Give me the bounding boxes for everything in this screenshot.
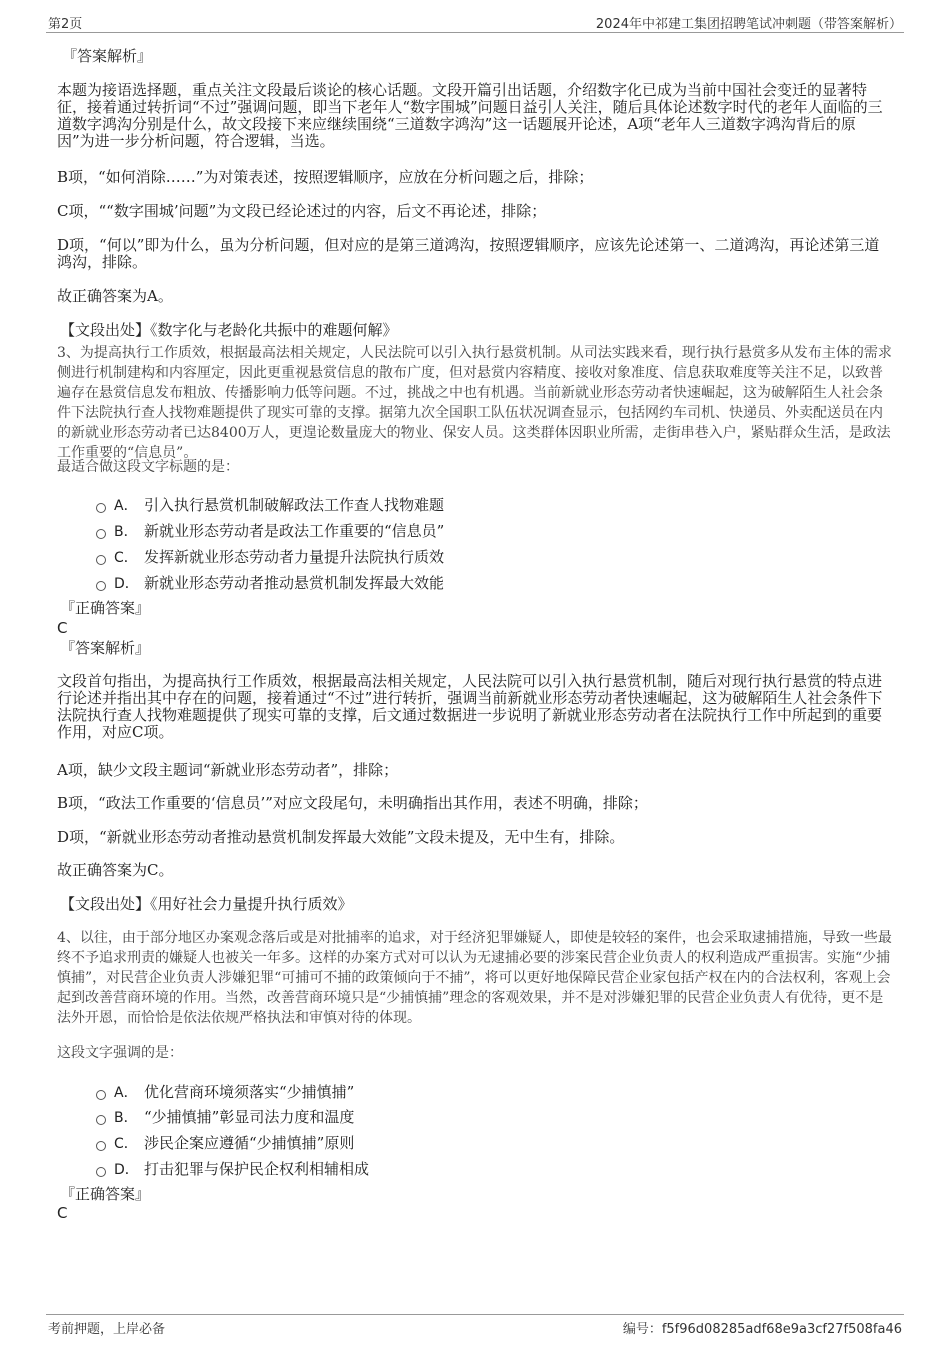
- document-code: 编号：f5f96d08285adf68e9a3cf27f508fa46: [622, 1322, 902, 1337]
- document-title: 2024年中祁建工集团招聘笔试冲刺题（带答案解析）: [595, 17, 902, 32]
- q3-option-a[interactable]: A． 引入执行悬赏机制破解政法工作查人找物难题: [96, 494, 444, 514]
- radio-button[interactable]: [96, 1167, 106, 1177]
- q3-passage: 3、为提高执行工作质效，根据最高法相关规定，人民法院可以引入执行悬赏机制。从司法实践来看，现行执行悬赏多从发布主体的需求侧进行机制建构和内容厘定，因此更重视悬赏信息的散布广度，但对悬赏内容精度、接收对象准度、信息获取难度等关注不足，以致普遍存在悬赏信息发布粗放、传播影响力低等问题。不过，挑战之中也有机遇。当前新就业形态劳动者快速崛起，这为破解陌生人社会条件下法院执行查人找物难题提供了现实可靠的支撑。据第九次全国职工队伍状况调查显示，包括网约车司机、快递员、外卖配送员在内的新就业形态劳动者已达8400万人，更遑论数量庞大的物业、保安人员。这类群体因职业所需，走街串巷入户，紧贴群众生活，是政法工作重要的“信息员”。: [57, 345, 892, 461]
- q3-question: 最适合做这段文字标题的是：: [57, 459, 239, 475]
- q3-correct-answer: C: [57, 619, 68, 637]
- radio-button[interactable]: [96, 1090, 106, 1100]
- q3-analysis-text: 文段首句指出，为提高执行工作质效，根据最高法相关规定，人民法院可以引入执行悬赏机制，随后对现行执行悬赏的特点进行论述并指出其中存在的问题，接着通过“不过”进行转折，强调当前新就业形态劳动者快速崛起，这为破解陌生人社会条件下法院执行查人找物难题提供了现实可靠的支撑，后文通过数据进一步说明了新就业形态劳动者在法院执行工作中所起到的重要作用，对应C项。: [57, 672, 883, 741]
- q4-correct-answer: C: [57, 1204, 68, 1222]
- q4-option-d[interactable]: D． 打击犯罪与保护民企权利相辅相成: [96, 1158, 369, 1178]
- footer-slogan: 考前押题，上岸必备: [48, 1322, 166, 1337]
- q2-conclusion: 故正确答案为A。: [57, 287, 173, 305]
- q3-conclusion: 故正确答案为C。: [57, 861, 174, 879]
- q4-correct-label: 『正确答案』: [60, 1185, 151, 1203]
- radio-button[interactable]: [96, 529, 106, 539]
- q3-option-d[interactable]: D． 新就业形态劳动者推动悬赏机制发挥最大效能: [96, 572, 444, 592]
- q4-passage: 4、以往，由于部分地区办案观念落后或是对批捕率的追求，对于经济犯罪嫌疑人，即使是较轻的案件，也会采取逮捕措施，导致一些最终不予追求刑责的嫌疑人也被关一年多。这样的办案方式对可以认为无逮捕必要的涉案民营企业负责人的权利造成严重损害。实施“少捕慎捕”，对民营企业负责人涉嫌犯罪“可捕可不捕的政策倾向于不捕”，将可以更好地保障民营企业家包括产权在内的合法权利，客观上会起到改善营商环境的作用。当然，改善营商环境只是“少捕慎捕”理念的客观效果，并不是对涉嫌犯罪的民营企业负责人有优待，更不是法外开恩，而恰恰是依法依规严格执法和审慎对待的体现。: [57, 930, 892, 1026]
- q3-correct-label: 『正确答案』: [60, 599, 151, 617]
- q3-option-a-analysis: A项，缺少文段主题词“新就业形态劳动者”，排除；: [57, 761, 399, 779]
- page-number: 第2页: [48, 17, 83, 32]
- page-footer: [46, 1314, 904, 1335]
- q2-option-c-analysis: C项，““数字围城’问题”为文段已经论述过的内容，后文不再论述，排除；: [57, 202, 547, 220]
- q4-option-c[interactable]: C． 涉民企案应遵循“少捕慎捕”原则: [96, 1132, 354, 1152]
- q2-source: 【文段出处】《数字化与老龄化共振中的难题何解》: [60, 321, 398, 339]
- q3-option-d-analysis: D项，“新就业形态劳动者推动悬赏机制发挥最大效能”文段未提及，无中生有，排除。: [57, 828, 625, 846]
- q4-option-b[interactable]: B． “少捕慎捕”彰显司法力度和温度: [96, 1106, 354, 1126]
- q4-question: 这段文字强调的是：: [57, 1045, 183, 1061]
- q2-analysis-label: 『答案解析』: [62, 47, 153, 65]
- radio-button[interactable]: [96, 1115, 106, 1125]
- radio-button[interactable]: [96, 581, 106, 591]
- q2-option-b-analysis: B项，“如何消除……”为对策表述，按照逻辑顺序，应放在分析问题之后，排除；: [57, 168, 594, 186]
- q3-option-b[interactable]: B． 新就业形态劳动者是政法工作重要的“信息员”: [96, 520, 444, 540]
- q4-option-a[interactable]: A． 优化营商环境须落实“少捕慎捕”: [96, 1081, 354, 1101]
- q3-option-c[interactable]: C． 发挥新就业形态劳动者力量提升法院执行质效: [96, 546, 444, 566]
- q2-option-d-analysis: D项，“何以”即为什么，虽为分析问题，但对应的是第三道鸿沟，按照逻辑顺序，应该先论述第一、二道鸿沟，再论述第三道鸿沟，排除。: [57, 236, 880, 271]
- q2-analysis-text: 本题为接语选择题，重点关注文段最后谈论的核心话题。文段开篇引出话题，介绍数字化已成为当前中国社会变迁的显著特征，接着通过转折词“不过”强调问题，即当下老年人“数字围城”问题日益引人关注，随后具体论述数字时代的老年人面临的三道数字鸿沟分别是什么，故文段接下来应继续围绕“三道数字鸿沟”这一话题展开论述，A项“老年人三道数字鸿沟背后的原因”为进一步分析问题，符合逻辑，当选。: [57, 81, 883, 150]
- radio-button[interactable]: [96, 555, 106, 565]
- q3-analysis-label: 『答案解析』: [60, 639, 151, 657]
- q3-option-b-analysis: B项，“政法工作重要的‘信息员’”对应文段尾句，未明确指出其作用，表述不明确，排除；: [57, 794, 648, 812]
- radio-button[interactable]: [96, 503, 106, 513]
- page-header: [46, 12, 904, 33]
- q3-source: 【文段出处】《用好社会力量提升执行质效》: [60, 895, 353, 913]
- radio-button[interactable]: [96, 1141, 106, 1151]
